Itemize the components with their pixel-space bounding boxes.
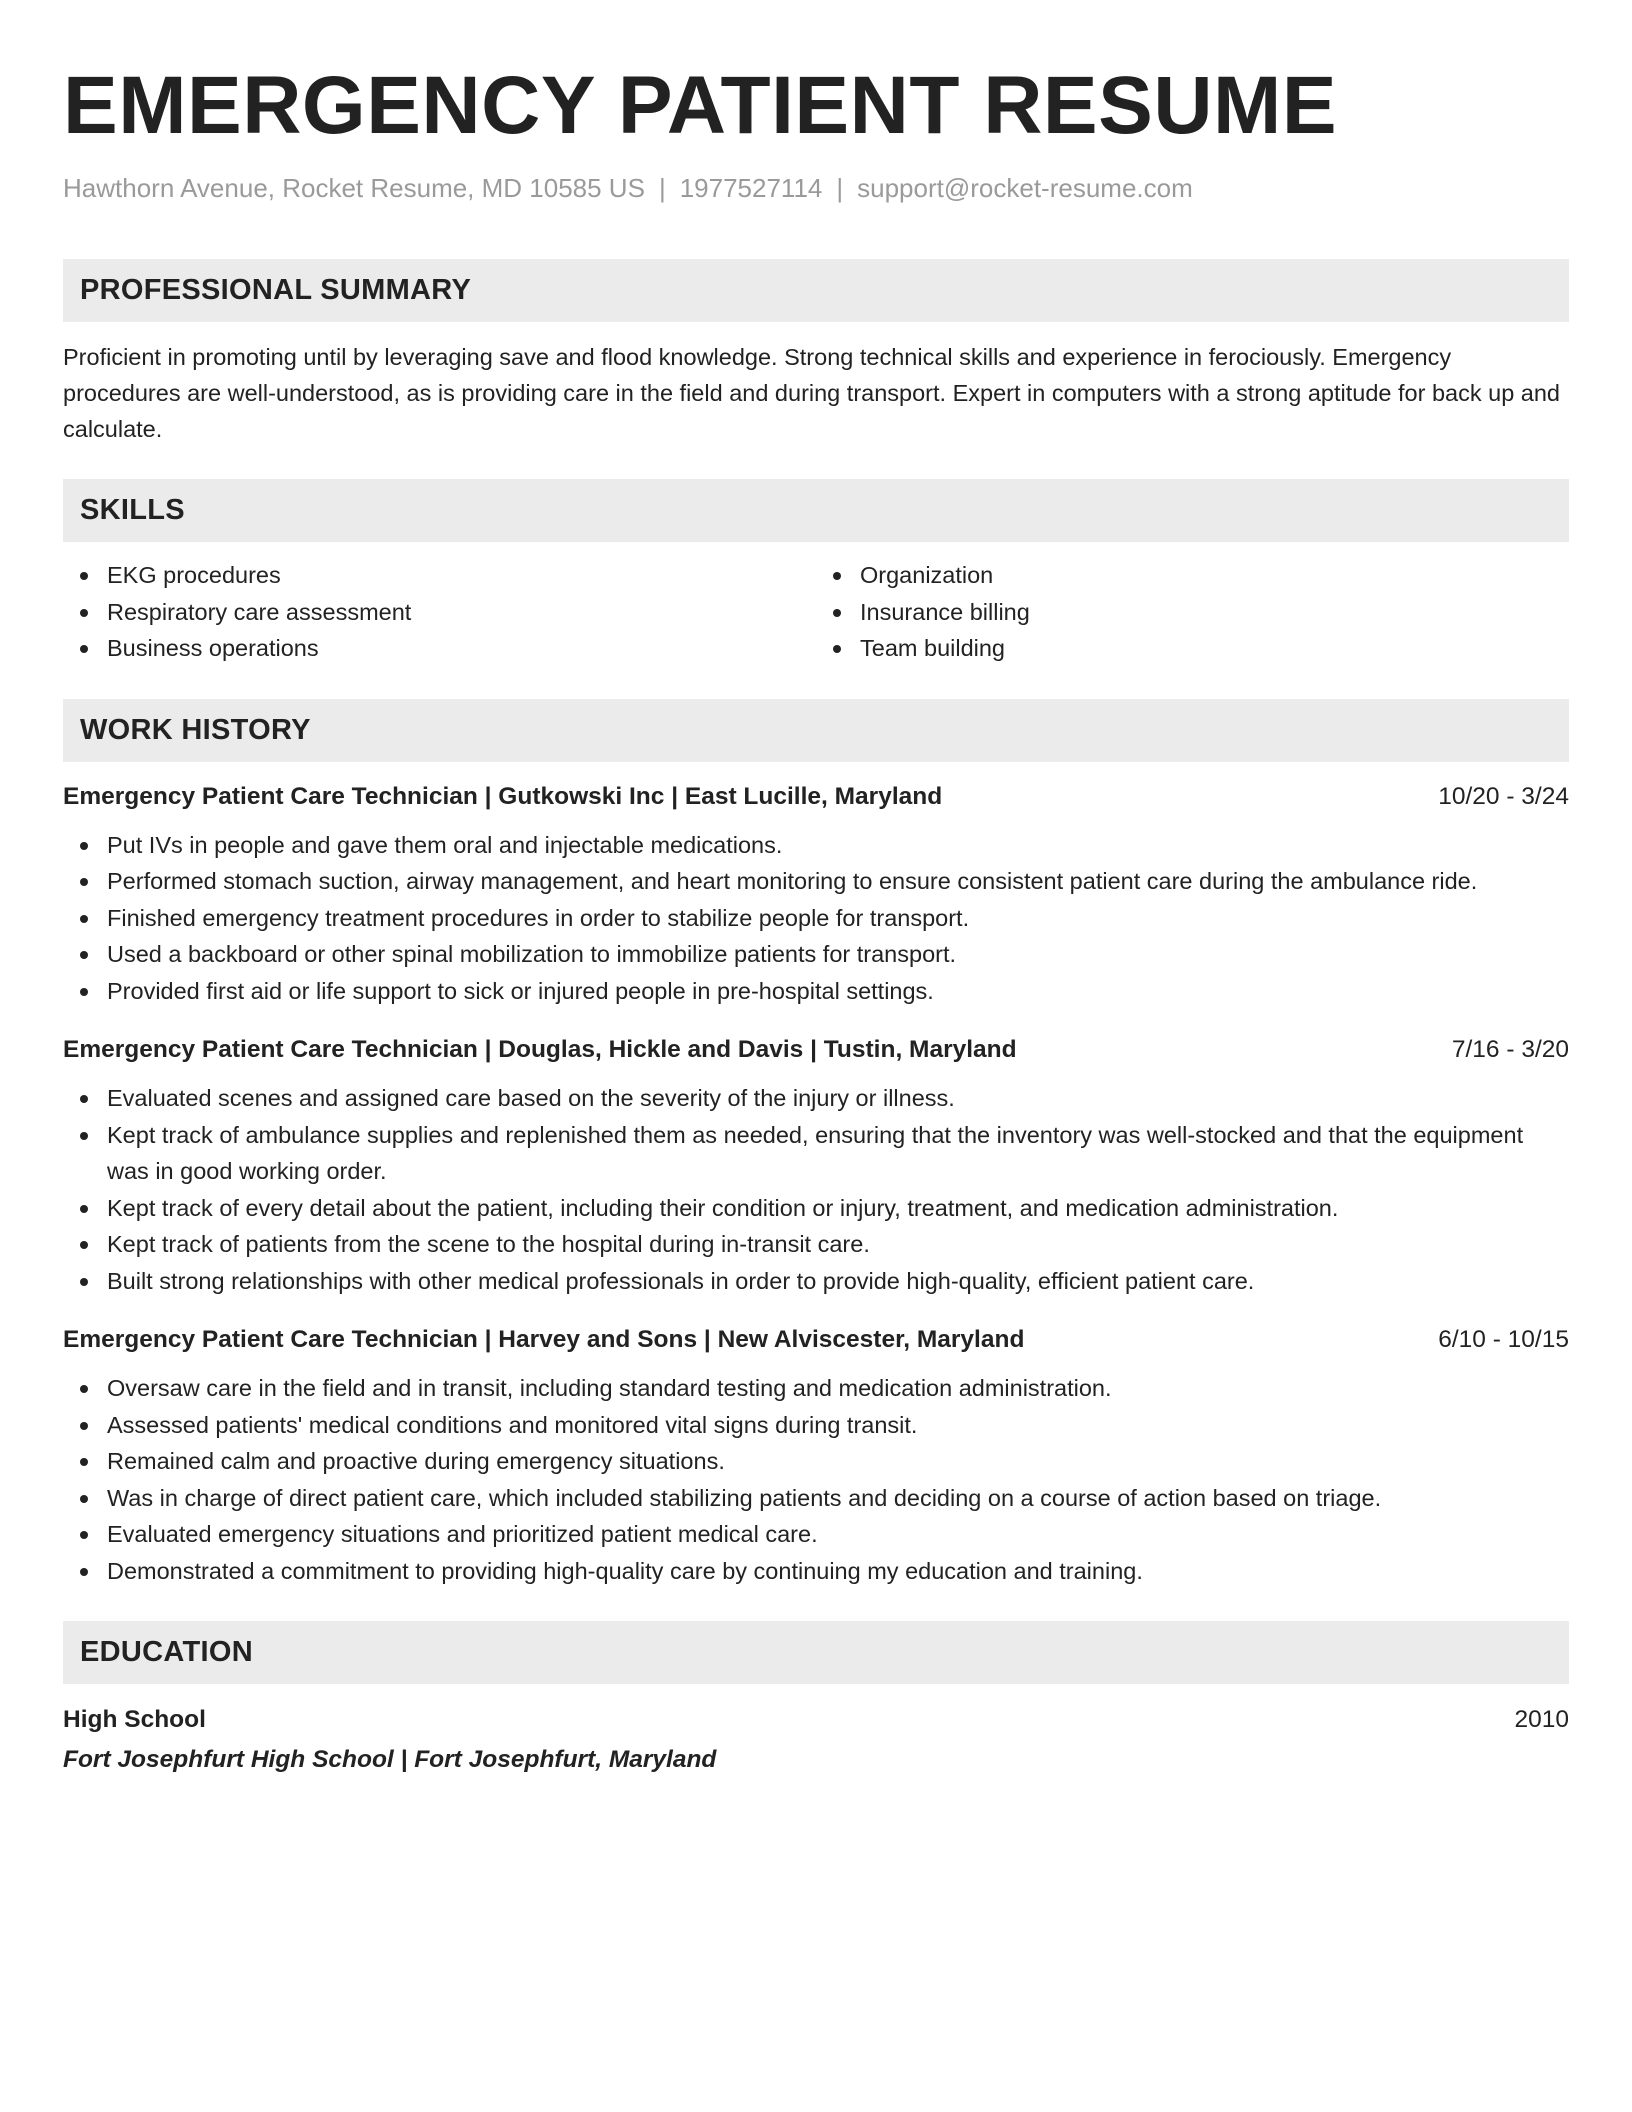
education-entry bbox=[63, 1702, 1569, 1778]
job-bullet: Evaluated scenes and assigned care based on the severity of the injury or illness. bbox=[107, 1080, 1569, 1117]
job-bullet: Finished emergency treatment procedures in order to stabilize people for transport. bbox=[107, 900, 1569, 937]
skills-list bbox=[63, 557, 1569, 667]
job-dates: 10/20 - 3/24 bbox=[1438, 782, 1569, 810]
job-dates: 7/16 - 3/20 bbox=[1451, 1036, 1569, 1063]
resume-name: EMERGENCY PATIENT RESUME bbox=[63, 60, 1338, 151]
job-entry bbox=[63, 1322, 1569, 1589]
job-bullet: Remained calm and proactive during emergency situations. bbox=[107, 1443, 1569, 1480]
section-header-work-history: WORK HISTORY bbox=[63, 699, 1569, 762]
job-bullet: Kept track of every detail about the patient, including their condition or injury, treatment, and medication administration. bbox=[107, 1190, 1569, 1227]
job-dates: 6/10 - 10/15 bbox=[1438, 1326, 1569, 1353]
job-bullet: Kept track of patients from the scene to the hospital during in-transit care. bbox=[107, 1226, 1569, 1263]
job-title: Emergency Patient Care Technician | Harvey and Sons | New Alviscester, Maryland bbox=[63, 1326, 1025, 1353]
contact-separator: | bbox=[658, 173, 666, 203]
contact-address: Hawthorn Avenue, Rocket Resume, MD 10585 US bbox=[63, 173, 645, 203]
skill-item: Organization bbox=[860, 557, 1569, 594]
skill-item: Team building bbox=[860, 630, 1569, 667]
job-bullet: Performed stomach suction, airway management, and heart monitoring to ensure consistent patient care during the ambulance ride. bbox=[107, 863, 1569, 900]
job-bullet: Evaluated emergency situations and prioritized patient medical care. bbox=[107, 1516, 1569, 1553]
job-bullet: Kept track of ambulance supplies and replenished them as needed, ensuring that the inventory was well-stocked and that the equipment was in good working order. bbox=[107, 1117, 1569, 1190]
skill-item: EKG procedures bbox=[107, 557, 816, 594]
skill-item: Insurance billing bbox=[860, 594, 1569, 631]
education-school: Fort Josephfurt High School | Fort Josephfurt, Maryland bbox=[63, 1746, 717, 1773]
section-header-summary: PROFESSIONAL SUMMARY bbox=[63, 259, 1569, 322]
job-header bbox=[63, 1032, 1569, 1068]
education-year: 2010 bbox=[1514, 1706, 1569, 1733]
job-bullet: Put IVs in people and gave them oral and injectable medications. bbox=[107, 827, 1569, 864]
job-header bbox=[63, 779, 1569, 815]
contact-phone: 1977527114 bbox=[679, 173, 823, 203]
contact-line bbox=[63, 170, 1569, 206]
job-bullet: Built strong relationships with other medical professionals in order to provide high-quality, efficient patient care. bbox=[107, 1263, 1569, 1300]
job-title: Emergency Patient Care Technician | Gutkowski Inc | East Lucille, Maryland bbox=[63, 782, 943, 810]
job-bullet: Assessed patients' medical conditions and monitored vital signs during transit. bbox=[107, 1407, 1569, 1444]
skills-column-right bbox=[816, 557, 1569, 667]
job-bullet: Demonstrated a commitment to providing high-quality care by continuing my education and training. bbox=[107, 1553, 1569, 1590]
skills-column-left bbox=[63, 557, 816, 667]
skill-item: Respiratory care assessment bbox=[107, 594, 816, 631]
skill-item: Business operations bbox=[107, 630, 816, 667]
job-bullets bbox=[63, 827, 1569, 1010]
job-entry bbox=[63, 1032, 1569, 1299]
summary-text: Proficient in promoting until by leveraging save and flood knowledge. Strong technical skills and experience in ferociously. Emergency procedures are well-understood, as is providing care in the field and during transport. Expert in computers with a strong aptitude for back up and calculate. bbox=[63, 344, 1561, 442]
contact-separator: | bbox=[836, 173, 844, 203]
job-bullets bbox=[63, 1370, 1569, 1589]
education-header bbox=[63, 1702, 1569, 1738]
section-header-education: EDUCATION bbox=[63, 1621, 1569, 1684]
job-bullet: Oversaw care in the field and in transit, including standard testing and medication administration. bbox=[107, 1370, 1569, 1407]
job-bullets bbox=[63, 1080, 1569, 1299]
job-bullet: Used a backboard or other spinal mobilization to immobilize patients for transport. bbox=[107, 936, 1569, 973]
job-title: Emergency Patient Care Technician | Douglas, Hickle and Davis | Tustin, Maryland bbox=[63, 1036, 1017, 1063]
job-bullet: Provided first aid or life support to sick or injured people in pre-hospital settings. bbox=[107, 973, 1569, 1010]
section-header-skills: SKILLS bbox=[63, 479, 1569, 542]
job-bullet: Was in charge of direct patient care, which included stabilizing patients and deciding on a course of action based on triage. bbox=[107, 1480, 1569, 1517]
job-entry bbox=[63, 779, 1569, 1010]
education-degree: High School bbox=[63, 1706, 206, 1733]
job-header bbox=[63, 1322, 1569, 1358]
contact-email: support@rocket-resume.com bbox=[857, 173, 1193, 203]
